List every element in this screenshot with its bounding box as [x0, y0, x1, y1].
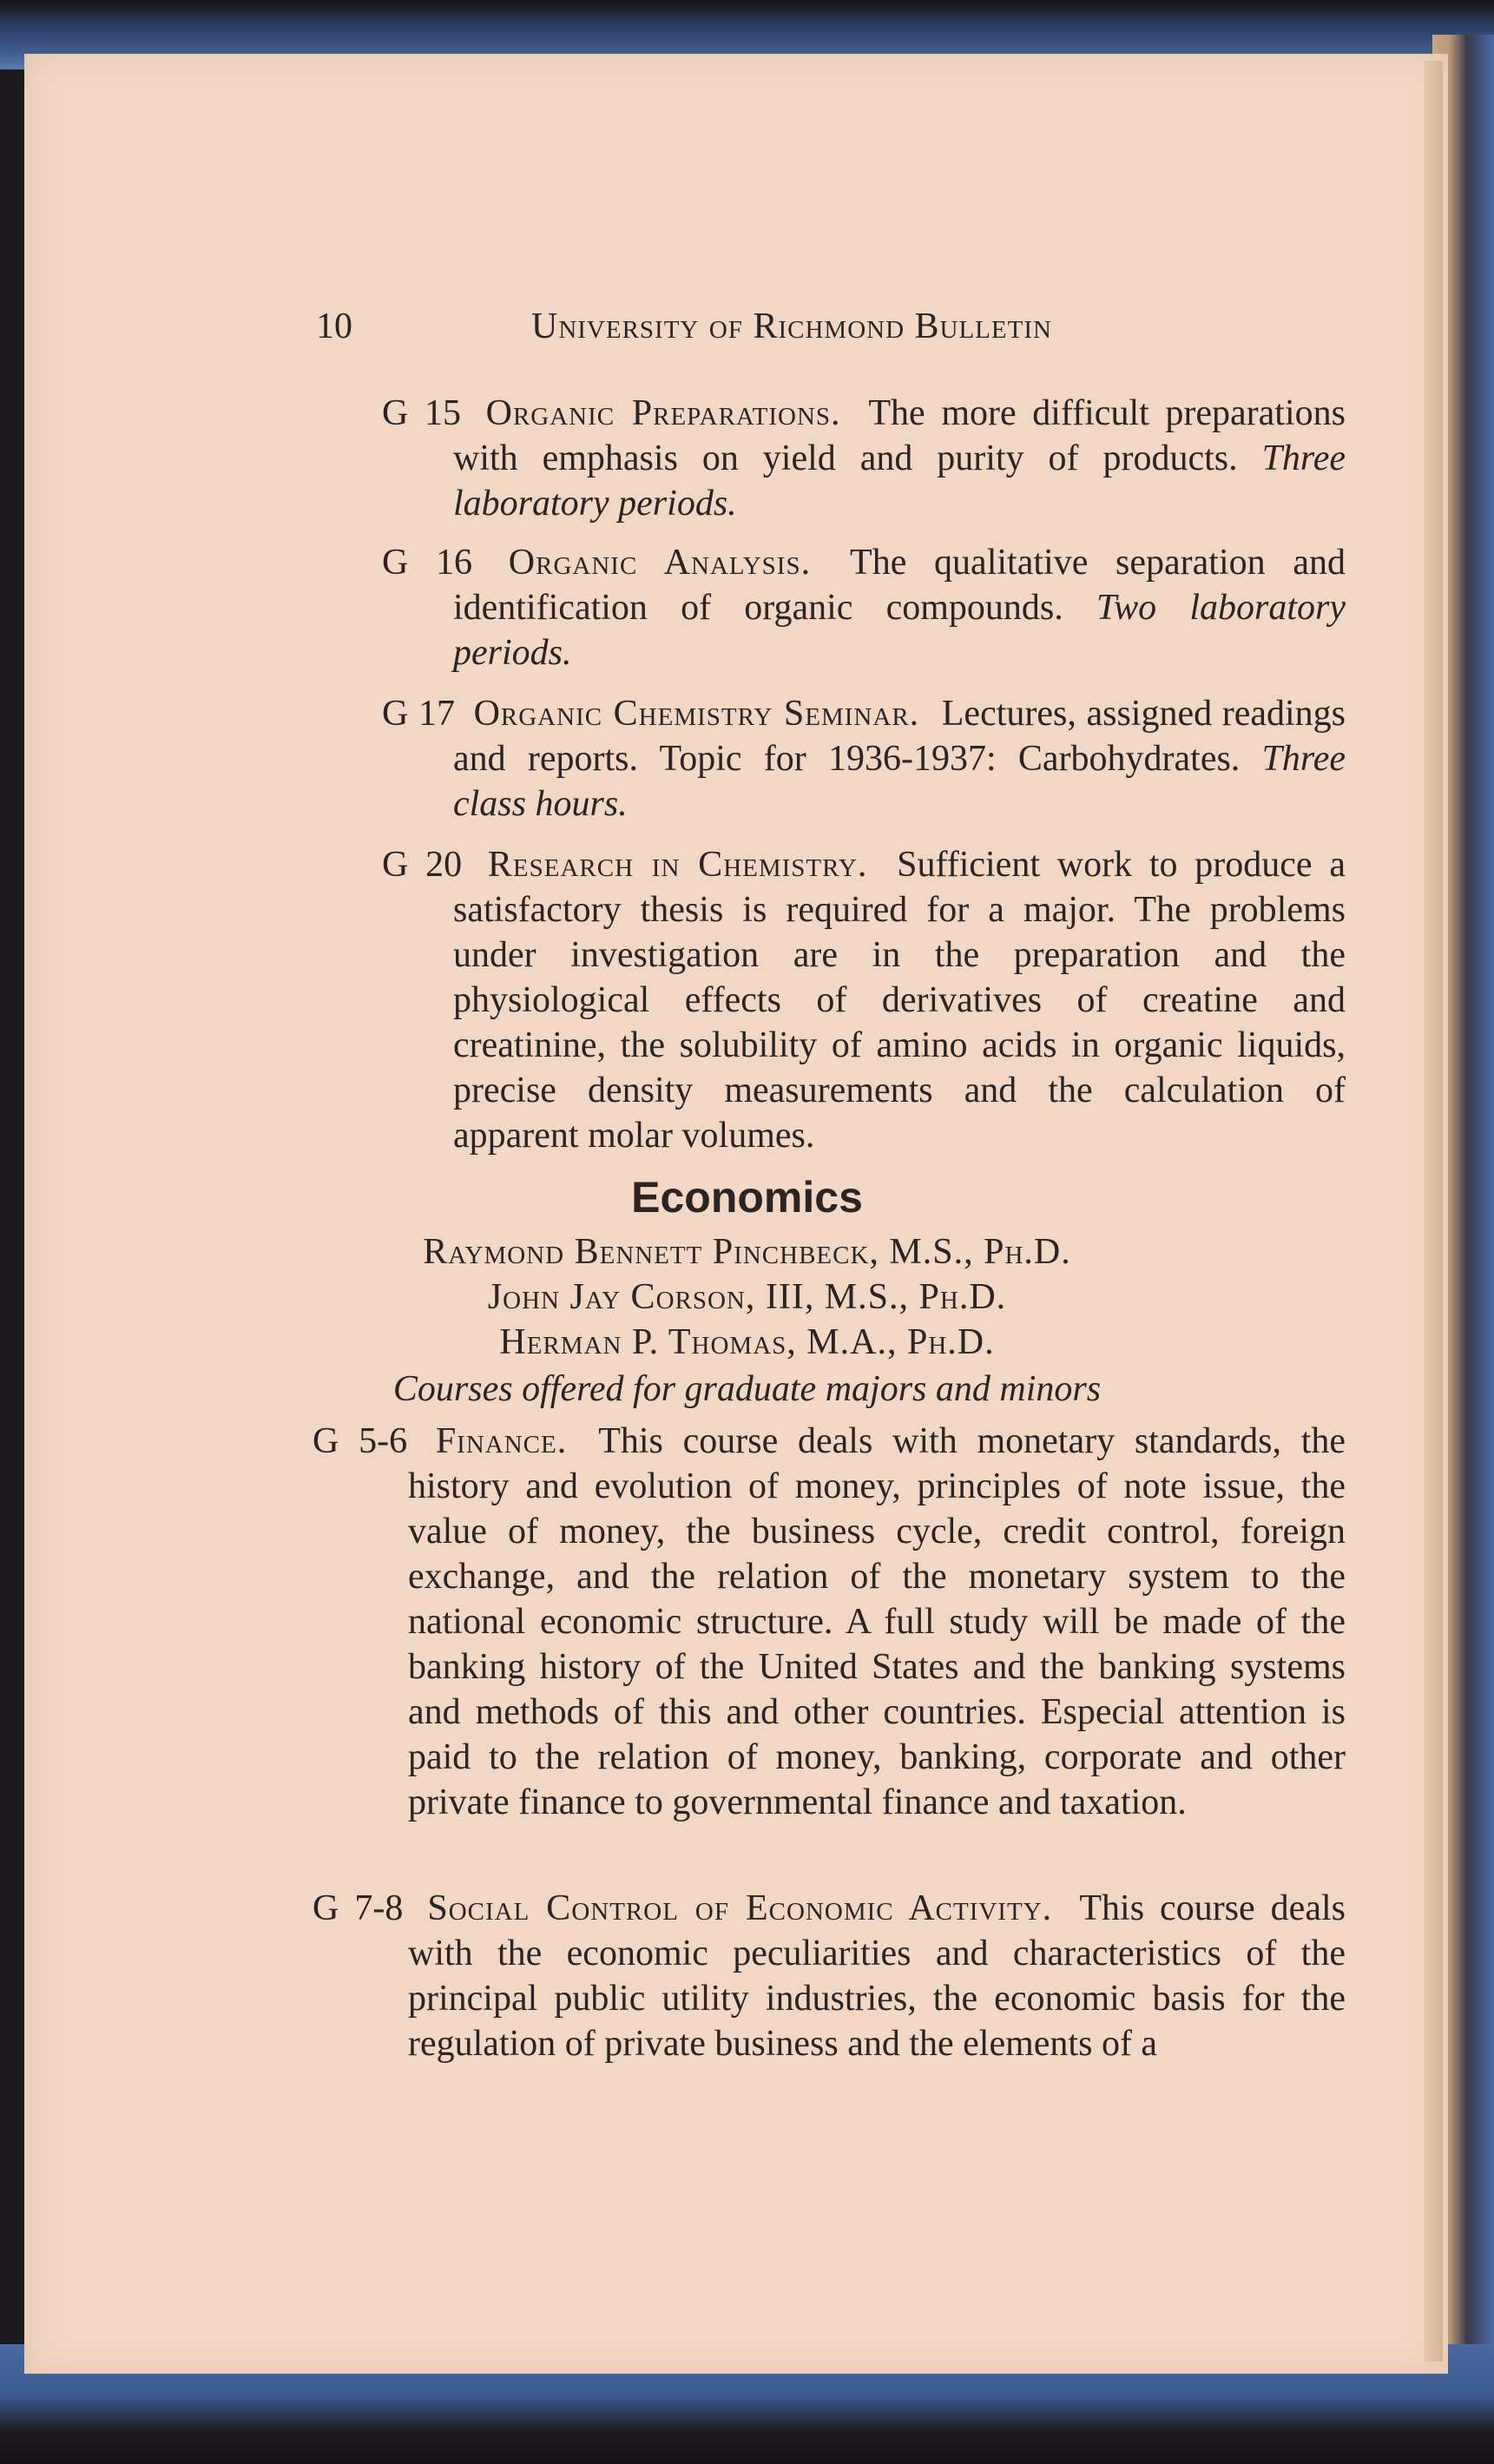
course-description: The more difficult preparations with emphasis on yield and purity of products.	[453, 393, 1346, 478]
course-entry-g20	[382, 842, 1346, 1158]
faculty-member: Herman P. Thomas, M.A., Ph.D.	[499, 1322, 995, 1362]
course-entry-g7-8	[313, 1886, 1346, 2066]
course-entry-g5-6	[313, 1419, 1346, 1825]
course-hours: Two laboratory periods.	[453, 588, 1346, 673]
course-hours: Three class hours.	[453, 739, 1346, 824]
course-code: G 7-8	[313, 1888, 404, 1928]
course-title: Organic Analysis.	[508, 543, 812, 583]
course-description: Sufficient work to produce a satisfactory thesis is required for a major. The problems under investigation are in the preparation and the physiological effects of derivatives of creatine and creatinine, the solubility of amino acids in organic liquids, precise density measurements and the calculation of apparent molar volumes.	[453, 845, 1346, 1156]
courses-note: Courses offered for graduate majors and minors	[392, 1369, 1102, 1409]
course-title: Organic Preparations.	[485, 393, 841, 433]
section-heading: Economics	[631, 1173, 863, 1222]
course-hours: Three laboratory periods.	[453, 438, 1346, 524]
course-code: G 17	[382, 694, 455, 734]
running-title: University of Richmond Bulletin	[531, 306, 1052, 346]
course-description: This course deals with the economic peculiarities and characteristics of the principal public utility industries, the economic basis for the regulation of private business and the elements of a	[408, 1888, 1346, 2064]
page-number: 10	[316, 306, 352, 346]
course-title: Research in Chemistry.	[487, 845, 868, 885]
course-title: Social Control of Economic Activity.	[427, 1888, 1053, 1928]
course-entry-g15	[382, 391, 1346, 526]
course-code: G 20	[382, 845, 463, 885]
course-title: Finance.	[435, 1421, 568, 1461]
course-title: Organic Chemistry Seminar.	[473, 694, 920, 734]
course-code: G 5-6	[313, 1421, 408, 1461]
course-code: G 15	[382, 393, 461, 433]
faculty-member: John Jay Corson, III, M.S., Ph.D.	[487, 1277, 1007, 1317]
course-description: This course deals with monetary standards, the history and evolution of money, principles of note issue, the value of money, the business cycle, credit control, foreign exchange, and the relation of the monetary system to the national economic structure. A full study will be made of the banking history of the United States and the banking systems and methods of this and other countries. Especial attention is paid to the relation of money, banking, corporate and other private finance to governmental finance and taxation.	[408, 1421, 1346, 1822]
course-entry-g17	[382, 691, 1346, 827]
course-description: Lectures, assigned readings and reports. Topic for 1936-1937: Carbohydrates.	[453, 694, 1346, 779]
faculty-member: Raymond Bennett Pinchbeck, M.S., Ph.D.	[423, 1232, 1071, 1272]
course-description: The qualitative separation and identification of organic compounds.	[453, 543, 1346, 628]
course-entry-g16	[382, 540, 1346, 675]
course-code: G 16	[382, 543, 473, 583]
